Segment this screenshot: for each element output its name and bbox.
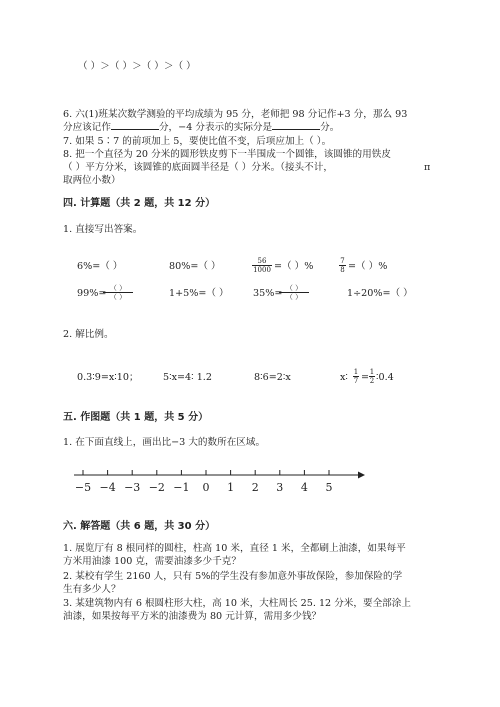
q7-text: 7. 如果 5∶7 的前项加上 5，要使比值不变，后项应加上（ ）。 <box>63 136 332 147</box>
calc-35-percent-prefix: 35%= <box>253 288 283 299</box>
tick-label: 2 <box>251 481 259 494</box>
sec6-q3-line1: 3. 某建筑物内有 6 根圆柱形大柱，高 10 米，大柱周长 25. 12 分米，要全部涂上 <box>63 598 411 609</box>
calc-80-percent: 80%=（ ） <box>169 261 221 272</box>
tick-label: −5 <box>74 481 92 494</box>
calc-1-plus-5-percent: 1+5%=（ ） <box>169 288 229 299</box>
section-4-title: 四. 计算题（共 2 题，共 12 分） <box>63 198 216 209</box>
tick-label: 5 <box>325 481 333 494</box>
section-5-title: 五. 作图题（共 1 题，共 5 分） <box>63 412 209 423</box>
sec6-q2-line2: 生有多少人？ <box>63 584 121 595</box>
arrow-right-icon <box>358 472 365 479</box>
calc-6-percent: 6%=（ ） <box>77 261 123 272</box>
q6-line1: 6. 六(1)班某次数学测验的平均成绩为 95 分，老师把 98 分记作+3 分，那么 93 <box>63 109 408 120</box>
calc-7-8-answer: =（ ）% <box>348 261 388 272</box>
proportion-4-suffix: ∶0.4 <box>376 372 394 383</box>
sec6-q1-line2: 方米用油漆 100 克，需要油漆多少千克？ <box>63 556 241 567</box>
tick-label: −2 <box>148 481 165 494</box>
tick-label: 0 <box>202 481 210 494</box>
calc-56-1000-answer: =（ ）% <box>274 261 314 272</box>
q8-line1: 8. 把一个直径为 20 分米的圆形铁皮剪下一半围成一个圆锥，该圆锥的用铁皮 <box>63 149 391 160</box>
fraction-99-answer[interactable]: （ ） （ ） <box>103 284 133 301</box>
q8-line3: 取两位小数） <box>63 175 121 186</box>
proportion-4-prefix: x∶ <box>340 372 348 383</box>
tick-label: 1 <box>227 481 235 494</box>
tick-label: −1 <box>173 481 190 494</box>
sec4-q1-prompt: 1. 直接写出答案。 <box>63 224 143 235</box>
sec6-q1-line1: 1. 展览厅有 8 根同样的圆柱，柱高 10 米，直径 1 米，全都刷上油漆，如果每平 <box>63 543 406 554</box>
fraction-35-answer[interactable]: （ ） （ ） <box>279 284 309 301</box>
order-blanks[interactable]: （ ）＞（ ）＞（ ）＞（ ） <box>78 61 196 72</box>
tick-label: −3 <box>124 481 141 494</box>
sec6-q2-line1: 2. 某校有学生 2160 人，只有 5%的学生没有参加意外事故保险，参加保险的学 <box>63 571 403 582</box>
calc-99-percent-prefix: 99%= <box>77 288 107 299</box>
fraction-56-1000: 56 1000 <box>253 257 271 274</box>
sec4-q2-prompt: 2. 解比例。 <box>63 329 114 340</box>
fraction-7-8: 7 8 <box>340 257 345 274</box>
sec5-q1-prompt: 1. 在下面直线上，画出比−3 大的数所在区域。 <box>63 437 266 448</box>
tick-label: 4 <box>300 481 308 494</box>
sec6-q3-line2: 油漆，如果按每平方米的油漆费为 80 元计算，需用多少钱？ <box>63 611 322 622</box>
q6-line2: 分应该记作 分，−4 分表示的实际分是 分。 <box>63 122 340 133</box>
tick-label: −4 <box>99 481 116 494</box>
calc-1-div-20-percent: 1÷20%=（ ） <box>347 288 413 299</box>
fraction-1-7: 1 7 <box>353 368 359 385</box>
section-6-title: 六. 解答题（共 6 题，共 30 分） <box>63 521 216 532</box>
proportion-4-eq: = <box>361 372 370 383</box>
q8-pi: π <box>424 162 431 173</box>
proportion-2: 5∶x=4∶ 1.2 <box>163 372 212 383</box>
proportion-3: 8∶6=2∶x <box>254 372 291 383</box>
proportion-1: 0.3∶9=x∶10； <box>77 372 139 383</box>
tick-label: 3 <box>276 481 284 494</box>
fraction-1-2: 1 2 <box>369 368 375 385</box>
q8-line2: （ ）平方分米，该圆锥的底面圆半径是（ ）分米。（接头不计， <box>63 162 333 173</box>
